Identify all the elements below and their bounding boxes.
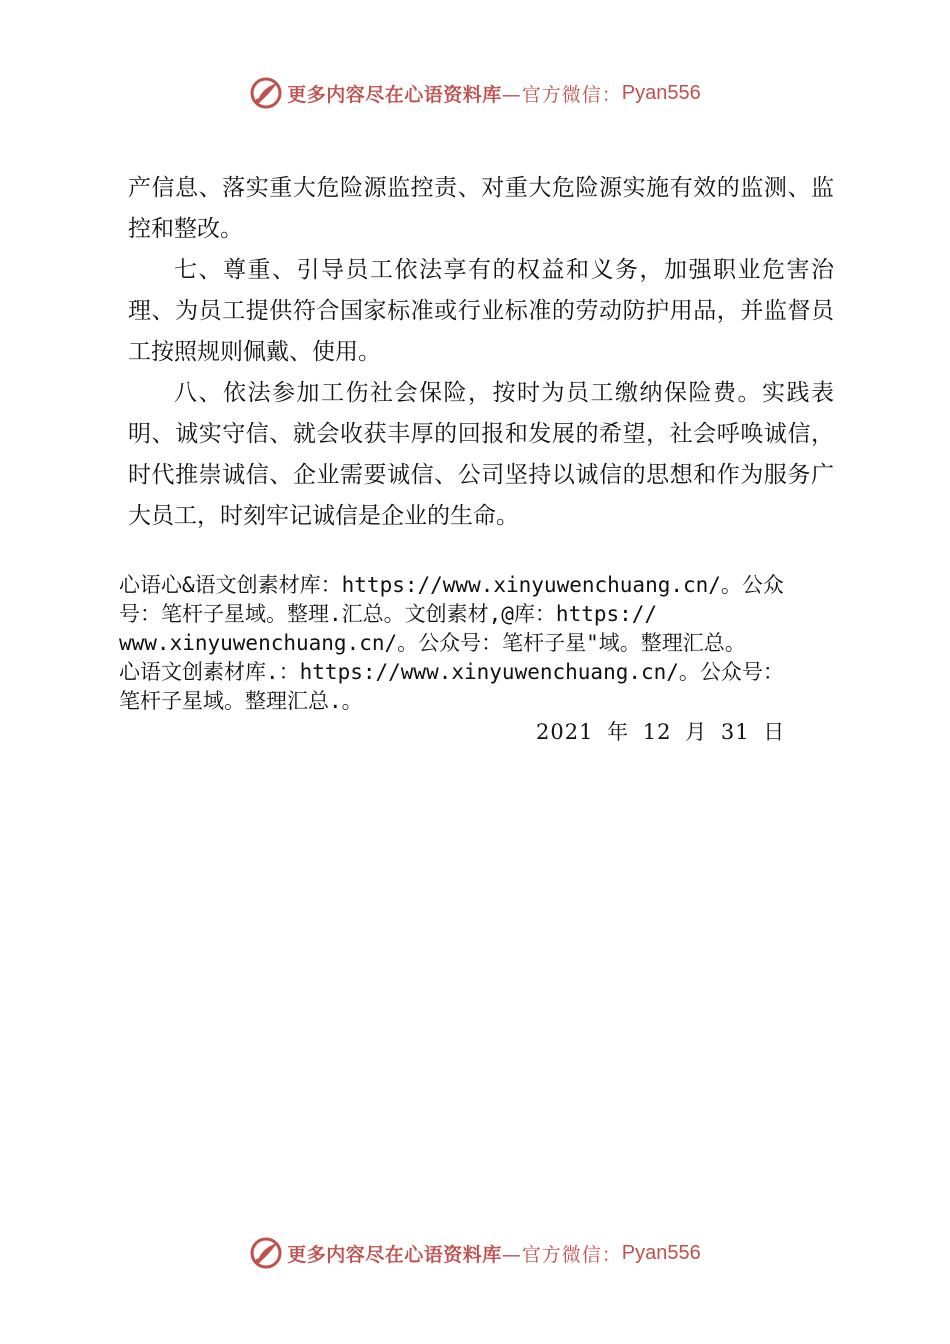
brush-logo-icon bbox=[249, 1236, 283, 1270]
header-banner bbox=[0, 73, 950, 113]
footer-sub-text: —官方微信： bbox=[501, 1243, 622, 1266]
note-line: 心语文创素材库.：https://www.xinyuwenchuang.cn/。公众号： bbox=[119, 660, 784, 684]
document-date: 2021 年 12 月 31 日 bbox=[536, 720, 786, 744]
header-wechat-id: Pyan556 bbox=[621, 81, 701, 104]
footer-main-text: 更多内容尽在心语资料库 bbox=[287, 1243, 502, 1266]
paragraph-continuation: 产信息、落实重大危险源监控责、对重大危险源实施有效的监测、监控和整改。 bbox=[128, 175, 834, 242]
footer-banner bbox=[0, 1233, 950, 1273]
document-body bbox=[128, 168, 834, 537]
paragraph-eight: 八、依法参加工伤社会保险，按时为员工缴纳保险费。实践表明、诚实守信、就会收获丰厚的回报和发展的希望，社会呼唤诚信，时代推崇诚信、企业需要诚信、公司坚持以诚信的思想和作为服务广大员工，时刻牢记诚信是企业的生命。 bbox=[128, 380, 834, 529]
paragraph-seven: 七、尊重、引导员工依法享有的权益和义务，加强职业危害治理、为员工提供符合国家标准或行业标准的劳动防护用品，并监督员工按照规则佩戴、使用。 bbox=[128, 257, 834, 365]
note-line: 号：笔杆子星域。整理.汇总。文创素材,@库：https:// bbox=[119, 602, 658, 626]
header-sub-text: —官方微信： bbox=[501, 83, 622, 106]
source-note bbox=[119, 571, 849, 716]
footer-wechat-id: Pyan556 bbox=[621, 1241, 701, 1264]
header-main-text: 更多内容尽在心语资料库 bbox=[287, 83, 502, 106]
note-line: www.xinyuwenchuang.cn/。公众号：笔杆子星"域。整理汇总。 bbox=[119, 631, 746, 655]
brush-logo-icon bbox=[249, 76, 283, 110]
note-line: 心语心&语文创素材库：https://www.xinyuwenchuang.cn/。公众 bbox=[119, 573, 784, 597]
note-line: 笔杆子星域。整理汇总.。 bbox=[119, 689, 363, 713]
